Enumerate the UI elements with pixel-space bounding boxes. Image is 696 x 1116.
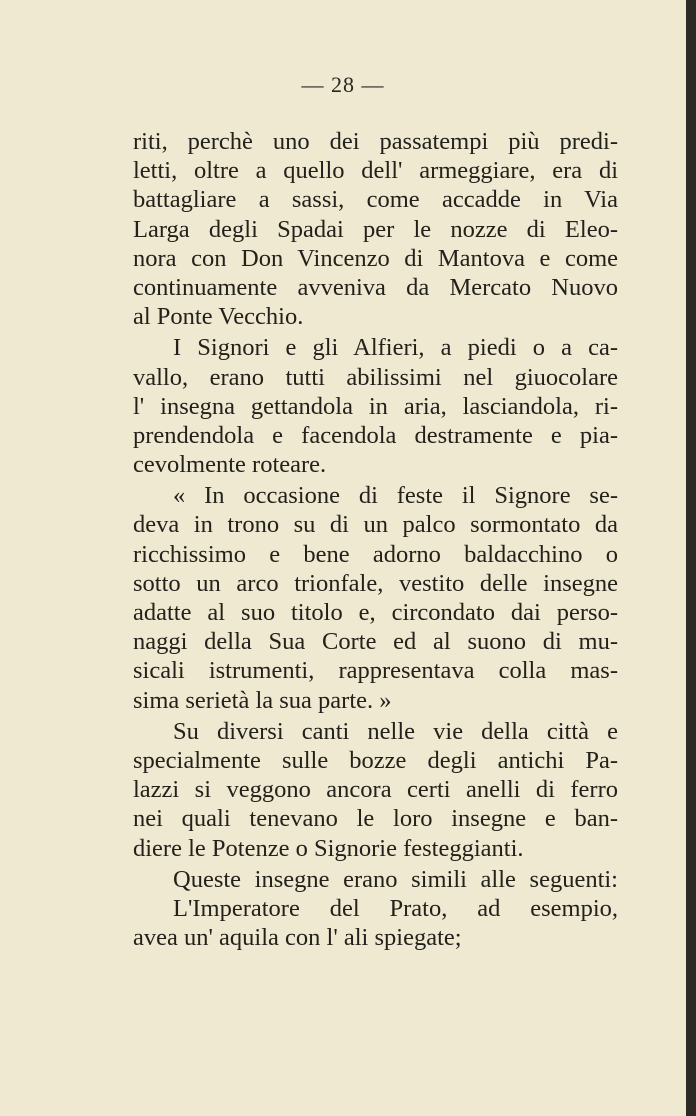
text-line: sicali istrumenti, rappresentava colla mas- — [133, 657, 618, 685]
text-line: ricchissimo e bene adorno baldacchino o — [133, 540, 618, 568]
text-line: diere le Potenze o Signorie festeggianti. — [133, 834, 524, 862]
text-line: nora con Don Vincenzo di Mantova e come — [133, 244, 618, 272]
text-line: I Signori e gli Alfieri, a piedi o a ca- — [173, 334, 618, 362]
text-line: avea un' aquila con l' ali spiegate; — [133, 924, 462, 952]
text-line: Queste insegne erano simili alle seguenti: — [173, 865, 618, 893]
text-line: lazzi si veggono ancora certi anelli di ferro — [133, 776, 618, 804]
text-line: adatte al suo titolo e, circondato dai perso- — [133, 599, 618, 626]
text-line: sima serietà la sua parte. » — [133, 686, 392, 714]
text-line: continuamente avveniva da Mercato Nuovo — [133, 273, 618, 301]
text-line: deva in trono su di un palco sormontato da — [133, 511, 618, 539]
text-line: nei quali tenevano le loro insegne e ban- — [133, 805, 618, 833]
text-line: cevolmente roteare. — [133, 451, 327, 479]
scan-edge — [686, 0, 696, 1116]
text-line: al Ponte Vecchio. — [133, 303, 304, 331]
text-line: sotto un arco trionfale, vestito delle insegne — [133, 569, 618, 597]
text-line: « In occasione di feste il Signore se- — [173, 482, 618, 510]
page-number: — 28 — — [301, 72, 385, 97]
text-line: Su diversi canti nelle vie della città e — [173, 717, 618, 745]
body-text — [133, 127, 618, 952]
text-line: letti, oltre a quello dell' armeggiare, era di — [133, 157, 618, 185]
text-line: naggi della Sua Corte ed al suono di mu- — [133, 628, 618, 656]
text-line: Larga degli Spadai per le nozze di Eleo- — [133, 215, 618, 243]
text-line: specialmente sulle bozze degli antichi Pa- — [133, 746, 618, 774]
text-line: riti, perchè uno dei passatempi più predi- — [133, 128, 618, 155]
text-line: l' insegna gettandola in aria, lasciandola, ri- — [133, 392, 618, 420]
text-line: vallo, erano tutti abilissimi nel giuocolare — [133, 363, 618, 391]
text-line: L'Imperatore del Prato, ad esempio, — [173, 894, 618, 922]
text-line: prendendola e facendola destramente e pia- — [133, 421, 618, 449]
text-line: battagliare a sassi, come accadde in Via — [133, 186, 618, 214]
